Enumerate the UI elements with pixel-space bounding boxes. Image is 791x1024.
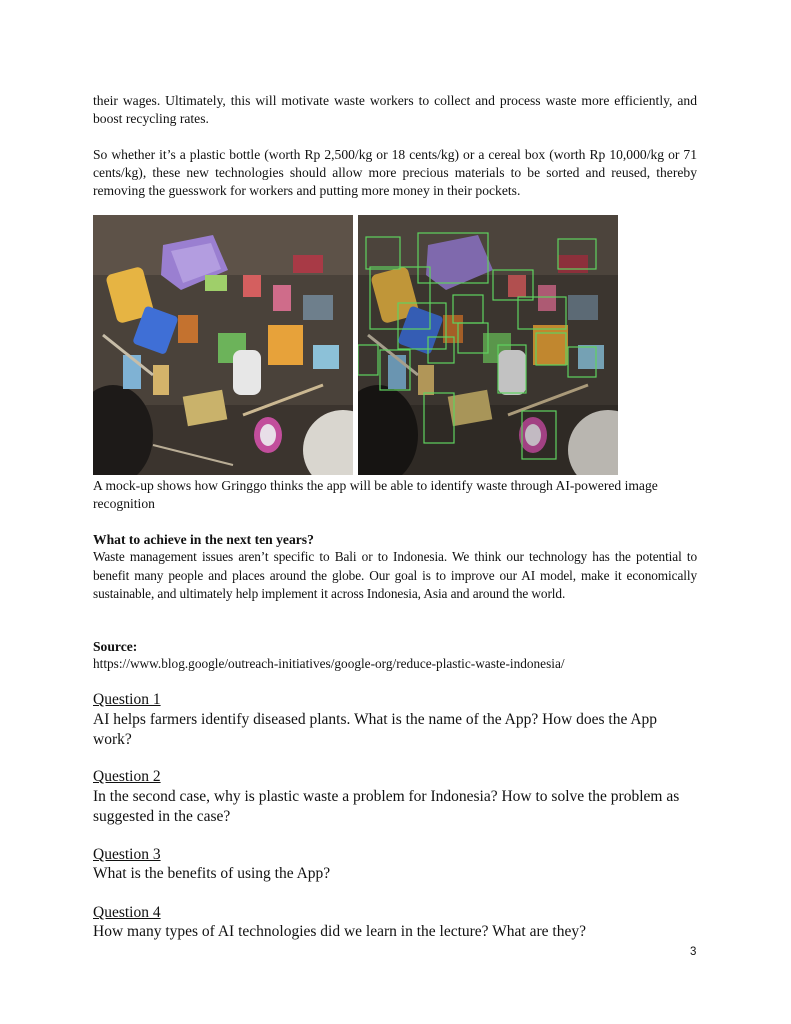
question-1-title: Question 1	[93, 691, 161, 708]
paragraph-materials: So whether it’s a plastic bottle (worth Rp 2,500/kg or 18 cents/kg) or a cereal box (worth Rp 10,000/kg or 71 cents/kg), these new technologies should allow more precious materials to be sorted and reused, thereby removing the guesswork for workers and putting more money in their pockets.	[93, 147, 697, 198]
section-heading: What to achieve in the next ten years?	[93, 532, 314, 547]
question-3-text: What is the benefits of using the App?	[93, 865, 331, 882]
source-url: https://www.blog.google/outreach-initiatives/google-org/reduce-plastic-waste-indonesia/	[93, 656, 565, 671]
source-label: Source:	[93, 639, 138, 654]
question-2-title: Question 2	[93, 768, 161, 785]
section-body: Waste management issues aren’t specific to Bali or to Indonesia. We think our technology has the potential to benefit many people and places around the globe. Our goal is to improve our AI model, make it economically sustainable, and ultimately help implement it across Indonesia, Asia and around the world.	[93, 549, 697, 601]
question-4-text: How many types of AI technologies did we learn in the lecture? What are they?	[93, 923, 586, 940]
waste-photo-original	[93, 215, 353, 475]
question-1-text: AI helps farmers identify diseased plants. What is the name of the App? How does the App work?	[93, 711, 658, 748]
question-3-title: Question 3	[93, 846, 161, 863]
paragraph-wages: their wages. Ultimately, this will motivate waste workers to collect and process waste more efficiently, and boost recycling rates.	[93, 93, 697, 126]
question-4-title: Question 4	[93, 904, 161, 921]
question-2-text: In the second case, why is plastic waste a problem for Indonesia? How to solve the problem as suggested in the case?	[93, 788, 680, 825]
waste-photo-ai-detection	[358, 215, 618, 475]
figure-caption: A mock-up shows how Gringgo thinks the app will be able to identify waste through AI-powered image recognition	[93, 478, 658, 511]
page-number: 3	[690, 946, 697, 958]
